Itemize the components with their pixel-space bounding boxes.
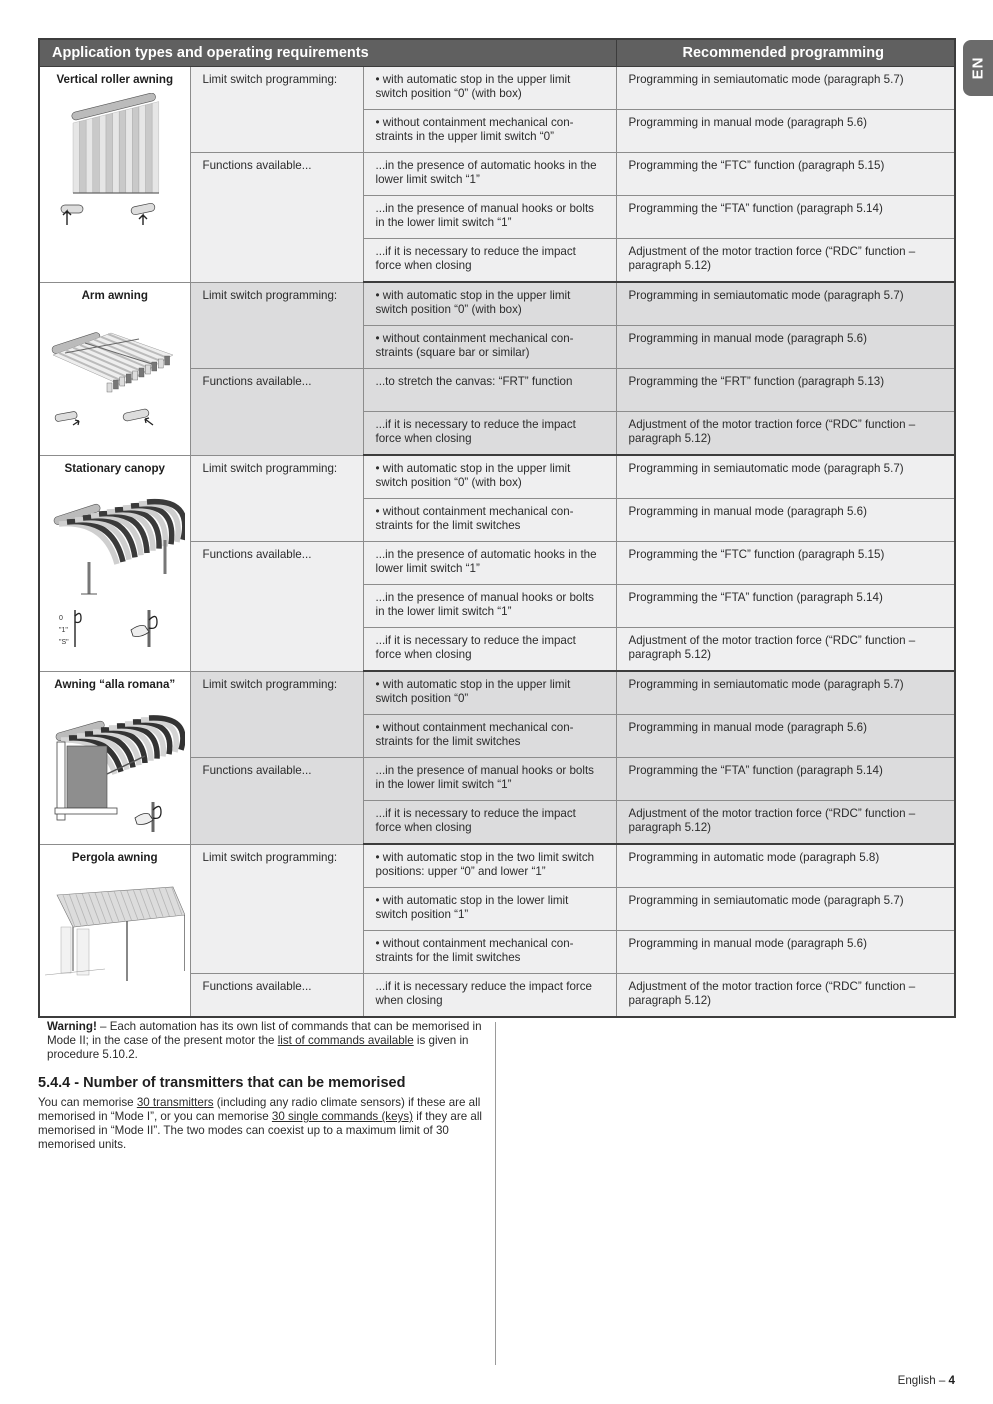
warning-note: [47, 1020, 488, 1063]
recommendation-cell: Programming the “FRT” function (paragraph 5.13): [616, 369, 955, 412]
category-cell: Limit switch programming:: [190, 282, 363, 369]
illustration-4: [44, 871, 186, 986]
category-cell: Functions available...: [190, 974, 363, 1018]
requirement-cell: • with automatic stop in the upper limit switch position “0” (with box): [363, 282, 616, 326]
requirement-cell: • with automatic stop in the upper limit switch position “0” (with box): [363, 455, 616, 499]
recommendation-cell: Programming in manual mode (paragraph 5.6): [616, 715, 955, 758]
table-row: [39, 282, 955, 326]
category-cell: Limit switch programming:: [190, 67, 363, 153]
application-cell: [39, 282, 190, 455]
requirement-cell: ...in the presence of manual hooks or bolts in the lower limit switch “1”: [363, 585, 616, 628]
language-tab: [963, 40, 993, 96]
page-footer: [898, 1374, 955, 1387]
requirement-cell: • without containment mechanical con-straints for the limit switches: [363, 931, 616, 974]
application-cell: [39, 67, 190, 283]
recommendation-cell: Programming in semiautomatic mode (paragraph 5.7): [616, 282, 955, 326]
recommendation-cell: Programming in manual mode (paragraph 5.6): [616, 110, 955, 153]
requirement-cell: ...if it is necessary reduce the impact force when closing: [363, 974, 616, 1018]
requirement-cell: • with automatic stop in the upper limit switch position “0” (with box): [363, 67, 616, 110]
category-cell: Functions available...: [190, 542, 363, 672]
warning-label: Warning!: [47, 1020, 97, 1033]
requirement-cell: • without containment mechanical con-straints (square bar or similar): [363, 326, 616, 369]
footer-lang: English –: [897, 1374, 949, 1387]
header-recommended: Recommended programming: [616, 39, 955, 67]
section-text-2: (including any radio climate sensors) if these are all memorised in “Mode I”, or you can memorise: [38, 1095, 481, 1124]
requirement-cell: ...in the presence of manual hooks or bolts in the lower limit switch “1”: [363, 196, 616, 239]
vertical-roller-awning-icon: [45, 93, 185, 233]
svg-text:"S": "S": [58, 638, 69, 646]
requirement-cell: • with automatic stop in the lower limit switch position “1”: [363, 888, 616, 931]
requirement-cell: ...in the presence of automatic hooks in the lower limit switch “1”: [363, 542, 616, 585]
section-underline-2: 30 single commands (keys): [271, 1110, 414, 1124]
recommendation-cell: Programming the “FTC” function (paragraph 5.15): [616, 542, 955, 585]
warning-text-b: is given in procedure 5.10.2.: [47, 1034, 469, 1062]
requirement-cell: ...in the presence of manual hooks or bolts in the lower limit switch “1”: [363, 758, 616, 801]
section-body: [38, 1096, 488, 1153]
recommendation-cell: Adjustment of the motor traction force (“RDC” function – paragraph 5.12): [616, 412, 955, 456]
recommendation-cell: Programming in manual mode (paragraph 5.6): [616, 931, 955, 974]
application-title: Stationary canopy: [64, 461, 165, 475]
bottom-text-column: [38, 1020, 488, 1153]
section-text-1: You can memorise: [38, 1095, 137, 1109]
recommendation-cell: Programming in semiautomatic mode (paragraph 5.7): [616, 888, 955, 931]
application-title: Awning “alla romana”: [54, 677, 176, 691]
application-table: [38, 38, 956, 1018]
requirement-cell: • with automatic stop in the upper limit switch position “0”: [363, 671, 616, 715]
table-row: [39, 67, 955, 110]
recommendation-cell: Programming in manual mode (paragraph 5.6): [616, 499, 955, 542]
arm-awning-icon: [45, 309, 185, 431]
warning-text-a: – Each automation has its own list of commands that can be memorised in Mode II; in the case of the present motor the: [47, 1020, 482, 1048]
application-title: Pergola awning: [71, 850, 158, 864]
application-cell: [39, 844, 190, 1017]
recommendation-cell: Programming the “FTA” function (paragraph 5.14): [616, 585, 955, 628]
requirement-cell: ...if it is necessary to reduce the impact force when closing: [363, 628, 616, 672]
recommendation-cell: Adjustment of the motor traction force (“RDC” function – paragraph 5.12): [616, 628, 955, 672]
requirement-cell: ...in the presence of automatic hooks in the lower limit switch “1”: [363, 153, 616, 196]
table-row: [39, 455, 955, 499]
header-application: Application types and operating requirements: [39, 39, 616, 67]
category-cell: Limit switch programming:: [190, 455, 363, 542]
recommendation-cell: Programming the “FTA” function (paragraph 5.14): [616, 758, 955, 801]
requirement-cell: • without containment mechanical con-straints for the limit switches: [363, 715, 616, 758]
application-title: Arm awning: [81, 288, 148, 302]
column-divider: [495, 1022, 496, 1365]
category-cell: Functions available...: [190, 758, 363, 845]
recommendation-cell: Programming in automatic mode (paragraph 5.8): [616, 844, 955, 888]
svg-text:"1": "1": [58, 626, 68, 634]
recommendation-cell: Adjustment of the motor traction force (“RDC” function – paragraph 5.12): [616, 801, 955, 845]
stationary-canopy-icon: [45, 482, 185, 652]
recommendation-cell: Programming in semiautomatic mode (paragraph 5.7): [616, 455, 955, 499]
application-cell: [39, 455, 190, 671]
requirement-cell: ...if it is necessary to reduce the impact force when closing: [363, 239, 616, 283]
illustration-1: [44, 309, 186, 431]
section-title: 5.4.4 - Number of transmitters that can be memorised: [38, 1074, 406, 1091]
requirement-cell: • without containment mechanical con-straints in the upper limit switch “0”: [363, 110, 616, 153]
requirement-cell: ...if it is necessary to reduce the impact force when closing: [363, 412, 616, 456]
category-cell: Limit switch programming:: [190, 844, 363, 974]
section-underline-1: 30 transmitters: [136, 1095, 214, 1109]
recommendation-cell: Programming the “FTA” function (paragraph 5.14): [616, 196, 955, 239]
pergola-awning-icon: [45, 871, 185, 986]
recommendation-cell: Programming in semiautomatic mode (paragraph 5.7): [616, 67, 955, 110]
alla-romana-awning-icon: [45, 698, 185, 838]
warning-link: list of commands available: [277, 1034, 414, 1048]
recommendation-cell: Adjustment of the motor traction force (“RDC” function – paragraph 5.12): [616, 239, 955, 283]
table-row: [39, 844, 955, 888]
requirement-cell: • with automatic stop in the two limit switch positions: upper “0” and lower “1”: [363, 844, 616, 888]
table-row: [39, 671, 955, 715]
recommendation-cell: Adjustment of the motor traction force (“RDC” function – paragraph 5.12): [616, 974, 955, 1018]
application-title: Vertical roller awning: [56, 73, 174, 86]
section-text-3: if they are all memorised in “Mode II”. The two modes can coexist up to a maximum limit of 30 memorised units.: [38, 1110, 482, 1152]
page-number: 4: [948, 1374, 955, 1387]
recommendation-cell: Programming in semiautomatic mode (paragraph 5.7): [616, 671, 955, 715]
category-cell: Functions available...: [190, 153, 363, 283]
language-code: EN: [969, 56, 987, 80]
recommendation-cell: Programming the “FTC” function (paragraph 5.15): [616, 153, 955, 196]
illustration-2: [44, 482, 186, 652]
illustration-3: [44, 698, 186, 838]
requirement-cell: ...to stretch the canvas: “FRT” function: [363, 369, 616, 412]
illustration-0: [44, 93, 186, 233]
table-header-row: [39, 39, 955, 67]
requirement-cell: ...if it is necessary to reduce the impact force when closing: [363, 801, 616, 845]
category-cell: Functions available...: [190, 369, 363, 456]
category-cell: Limit switch programming:: [190, 671, 363, 758]
svg-text:0: 0: [58, 614, 63, 622]
recommendation-cell: Programming in manual mode (paragraph 5.6): [616, 326, 955, 369]
requirement-cell: • without containment mechanical con-straints for the limit switches: [363, 499, 616, 542]
application-cell: [39, 671, 190, 844]
